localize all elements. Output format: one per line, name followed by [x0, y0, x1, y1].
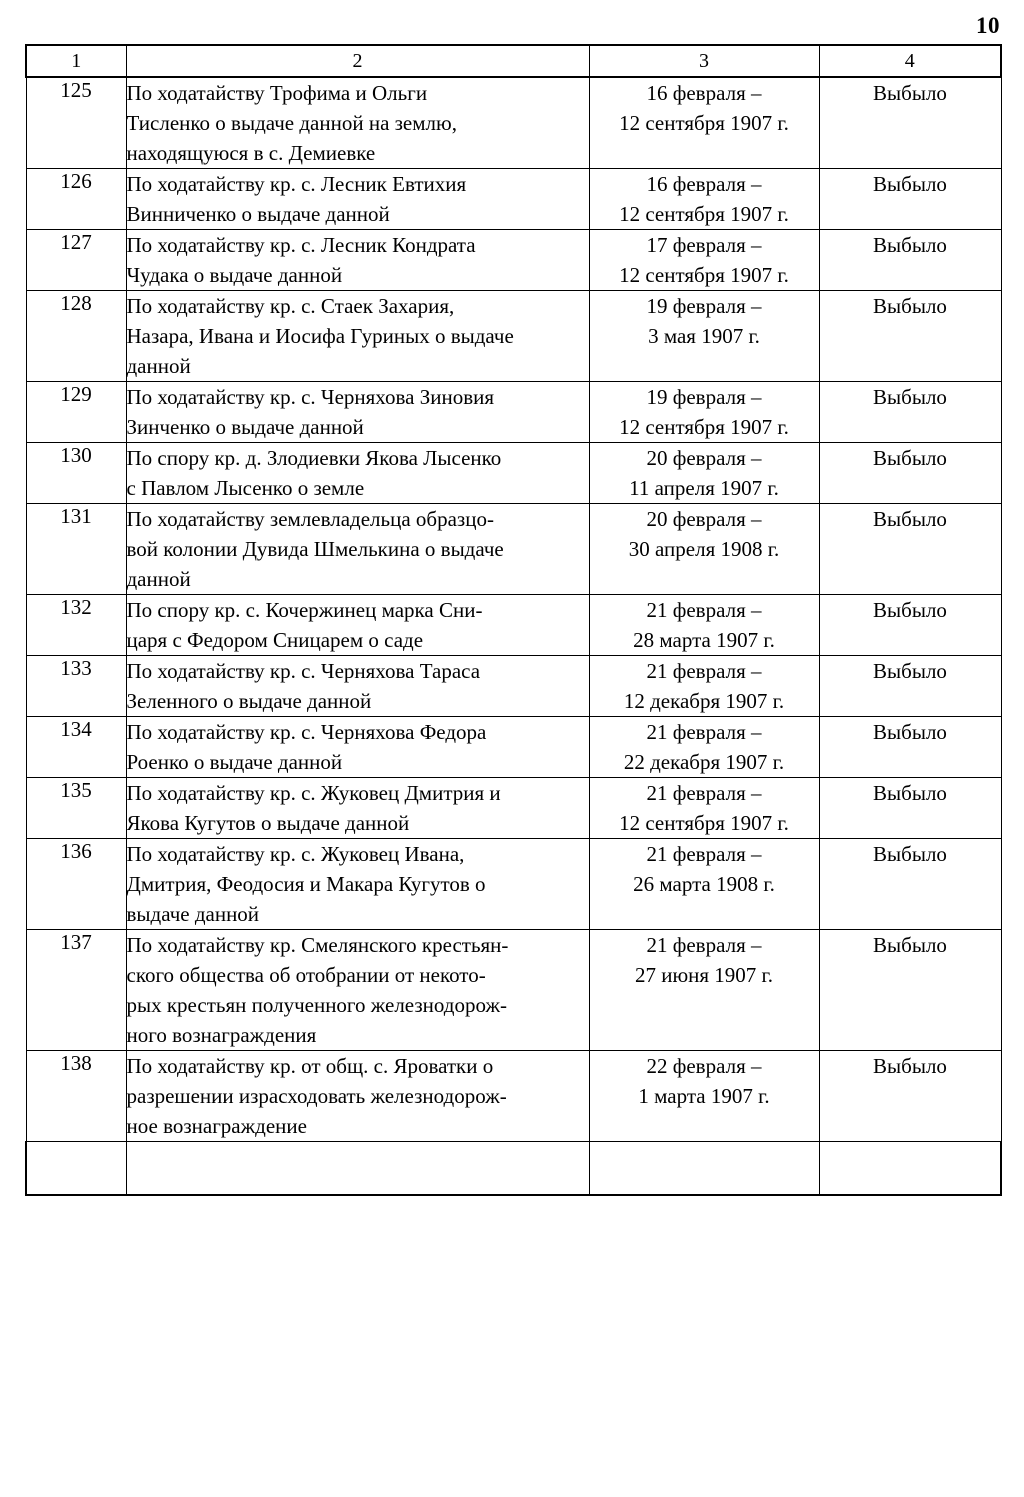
column-header-4: 4 — [819, 45, 1001, 77]
table-header-row — [26, 45, 1001, 77]
date-line: 22 февраля – — [646, 1054, 762, 1078]
page-number: 10 — [976, 13, 1000, 38]
filler-cell — [126, 1142, 589, 1196]
row-number-cell: 126 — [26, 169, 126, 230]
row-number-cell: 132 — [26, 595, 126, 656]
status-cell: Выбыло — [819, 717, 1001, 778]
case-description-cell — [126, 717, 589, 778]
description-line: По ходатайству кр. с. Жуковец Ивана, — [126, 842, 465, 866]
table-row — [26, 382, 1001, 443]
date-line: 21 февраля – — [646, 659, 762, 683]
description-line: данной — [126, 567, 191, 591]
date-range-cell — [589, 443, 819, 504]
description-line: По ходатайству кр. с. Черняхова Зиновия — [126, 385, 495, 409]
case-description-cell — [126, 230, 589, 291]
date-line: 22 декабря 1907 г. — [623, 750, 785, 774]
date-line: 20 февраля – — [646, 507, 762, 531]
case-description-cell — [126, 504, 589, 595]
description-line: ского общества об отобрании от некото- — [126, 963, 486, 987]
row-number-cell: 137 — [26, 930, 126, 1051]
description-line: с Павлом Лысенко о земле — [126, 476, 365, 500]
date-range-cell — [589, 169, 819, 230]
row-number-cell: 131 — [26, 504, 126, 595]
case-description-cell — [126, 169, 589, 230]
status-cell: Выбыло — [819, 230, 1001, 291]
description-line: По ходатайству землевладельца образцо- — [126, 507, 494, 531]
case-description-cell — [126, 839, 589, 930]
date-line: 11 апреля 1907 г. — [629, 476, 779, 500]
row-number-cell: 125 — [26, 77, 126, 169]
row-number-cell: 127 — [26, 230, 126, 291]
description-line: ного вознаграждения — [126, 1023, 317, 1047]
date-line: 21 февраля – — [646, 781, 762, 805]
status-cell: Выбыло — [819, 291, 1001, 382]
date-line: 19 февраля – — [646, 294, 762, 318]
status-cell: Выбыло — [819, 382, 1001, 443]
status-cell: Выбыло — [819, 443, 1001, 504]
date-line: 12 декабря 1907 г. — [623, 689, 785, 713]
case-description-cell — [126, 595, 589, 656]
description-line: царя с Федором Сницарем о саде — [126, 628, 424, 652]
case-description-cell — [126, 382, 589, 443]
date-line: 12 сентября 1907 г. — [619, 111, 789, 135]
row-number-cell: 134 — [26, 717, 126, 778]
registry-table — [25, 44, 1002, 1196]
date-range-cell — [589, 1051, 819, 1142]
table-row — [26, 77, 1001, 169]
description-line: выдаче данной — [126, 902, 260, 926]
date-line: 1 марта 1907 г. — [638, 1084, 770, 1108]
description-line: По спору кр. д. Злодиевки Якова Лысенко — [126, 446, 502, 470]
case-description-cell — [126, 291, 589, 382]
table-row — [26, 595, 1001, 656]
description-line: Зинченко о выдаче данной — [126, 415, 364, 439]
status-cell: Выбыло — [819, 656, 1001, 717]
description-line: разрешении израсходовать железнодорож- — [126, 1084, 507, 1108]
date-line: 26 марта 1908 г. — [633, 872, 775, 896]
status-cell: Выбыло — [819, 839, 1001, 930]
filler-cell — [589, 1142, 819, 1196]
date-line: 28 марта 1907 г. — [633, 628, 775, 652]
status-cell: Выбыло — [819, 595, 1001, 656]
description-line: По ходатайству кр. с. Стаек Захария, — [126, 294, 455, 318]
date-range-cell — [589, 656, 819, 717]
date-line: 21 февраля – — [646, 842, 762, 866]
case-description-cell — [126, 656, 589, 717]
date-range-cell — [589, 291, 819, 382]
date-range-cell — [589, 77, 819, 169]
table-row — [26, 169, 1001, 230]
date-range-cell — [589, 930, 819, 1051]
description-line: Назара, Ивана и Иосифа Гуриных о выдаче — [126, 324, 514, 348]
column-header-3: 3 — [589, 45, 819, 77]
date-range-cell — [589, 595, 819, 656]
description-line: По спору кр. с. Кочержинец марка Сни- — [126, 598, 483, 622]
table-row — [26, 778, 1001, 839]
description-line: По ходатайству кр. с. Лесник Кондрата — [126, 233, 476, 257]
table-row — [26, 930, 1001, 1051]
description-line: Дмитрия, Феодосия и Макара Кугутов о — [126, 872, 486, 896]
date-line: 12 сентября 1907 г. — [619, 263, 789, 287]
table-row — [26, 230, 1001, 291]
description-line: данной — [126, 354, 191, 378]
description-line: вой колонии Дувида Шмелькина о выдаче — [126, 537, 504, 561]
description-line: Винниченко о выдаче данной — [126, 202, 390, 226]
table-row — [26, 1051, 1001, 1142]
date-line: 12 сентября 1907 г. — [619, 202, 789, 226]
date-line: 20 февраля – — [646, 446, 762, 470]
status-cell: Выбыло — [819, 169, 1001, 230]
date-range-cell — [589, 382, 819, 443]
table-row — [26, 717, 1001, 778]
date-line: 16 февраля – — [646, 81, 762, 105]
table-row — [26, 443, 1001, 504]
date-line: 19 февраля – — [646, 385, 762, 409]
row-number-cell: 136 — [26, 839, 126, 930]
table-row — [26, 656, 1001, 717]
case-description-cell — [126, 77, 589, 169]
filler-cell — [26, 1142, 126, 1196]
description-line: По ходатайству кр. с. Черняхова Федора — [126, 720, 487, 744]
case-description-cell — [126, 778, 589, 839]
date-range-cell — [589, 717, 819, 778]
date-line: 12 сентября 1907 г. — [619, 415, 789, 439]
status-cell: Выбыло — [819, 77, 1001, 169]
status-cell: Выбыло — [819, 504, 1001, 595]
status-cell: Выбыло — [819, 778, 1001, 839]
column-header-2: 2 — [126, 45, 589, 77]
row-number-cell: 133 — [26, 656, 126, 717]
date-line: 27 июня 1907 г. — [634, 963, 774, 987]
description-line: Якова Кугутов о выдаче данной — [126, 811, 410, 835]
date-line: 21 февраля – — [646, 598, 762, 622]
description-line: По ходатайству кр. с. Жуковец Дмитрия и — [126, 781, 501, 805]
description-line: Роенко о выдаче данной — [126, 750, 343, 774]
description-line: Чудака о выдаче данной — [126, 263, 343, 287]
status-cell: Выбыло — [819, 930, 1001, 1051]
table-row — [26, 504, 1001, 595]
date-range-cell — [589, 504, 819, 595]
description-line: По ходатайству кр. с. Черняхова Тараса — [126, 659, 481, 683]
table-row — [26, 839, 1001, 930]
row-number-cell: 129 — [26, 382, 126, 443]
case-description-cell — [126, 930, 589, 1051]
date-line: 17 февраля – — [646, 233, 762, 257]
case-description-cell — [126, 443, 589, 504]
description-line: По ходатайству кр. от общ. с. Яроватки о — [126, 1054, 494, 1078]
date-line: 30 апреля 1908 г. — [628, 537, 780, 561]
description-line: Зеленного о выдаче данной — [126, 689, 372, 713]
case-description-cell — [126, 1051, 589, 1142]
description-line: находящуюся в с. Демиевке — [126, 141, 376, 165]
description-line: рых крестьян полученного железнодорож- — [126, 993, 507, 1017]
row-number-cell: 138 — [26, 1051, 126, 1142]
description-line: По ходатайству кр. с. Лесник Евтихия — [126, 172, 467, 196]
date-line: 21 февраля – — [646, 933, 762, 957]
row-number-cell: 130 — [26, 443, 126, 504]
status-cell: Выбыло — [819, 1051, 1001, 1142]
date-line: 16 февраля – — [646, 172, 762, 196]
date-line: 12 сентября 1907 г. — [619, 811, 789, 835]
row-number-cell: 135 — [26, 778, 126, 839]
row-number-cell: 128 — [26, 291, 126, 382]
filler-cell — [819, 1142, 1001, 1196]
date-line: 21 февраля – — [646, 720, 762, 744]
table-bottom-filler — [26, 1142, 1001, 1196]
description-line: Тисленко о выдаче данной на землю, — [126, 111, 457, 135]
description-line: По ходатайству кр. Смелянского крестьян- — [126, 933, 509, 957]
date-range-cell — [589, 230, 819, 291]
description-line: По ходатайству Трофима и Ольги — [126, 81, 428, 105]
date-line: 3 мая 1907 г. — [648, 324, 760, 348]
description-line: ное вознаграждение — [126, 1114, 307, 1138]
table-row — [26, 291, 1001, 382]
table-body — [26, 77, 1001, 1195]
date-range-cell — [589, 778, 819, 839]
date-range-cell — [589, 839, 819, 930]
column-header-1: 1 — [26, 45, 126, 77]
